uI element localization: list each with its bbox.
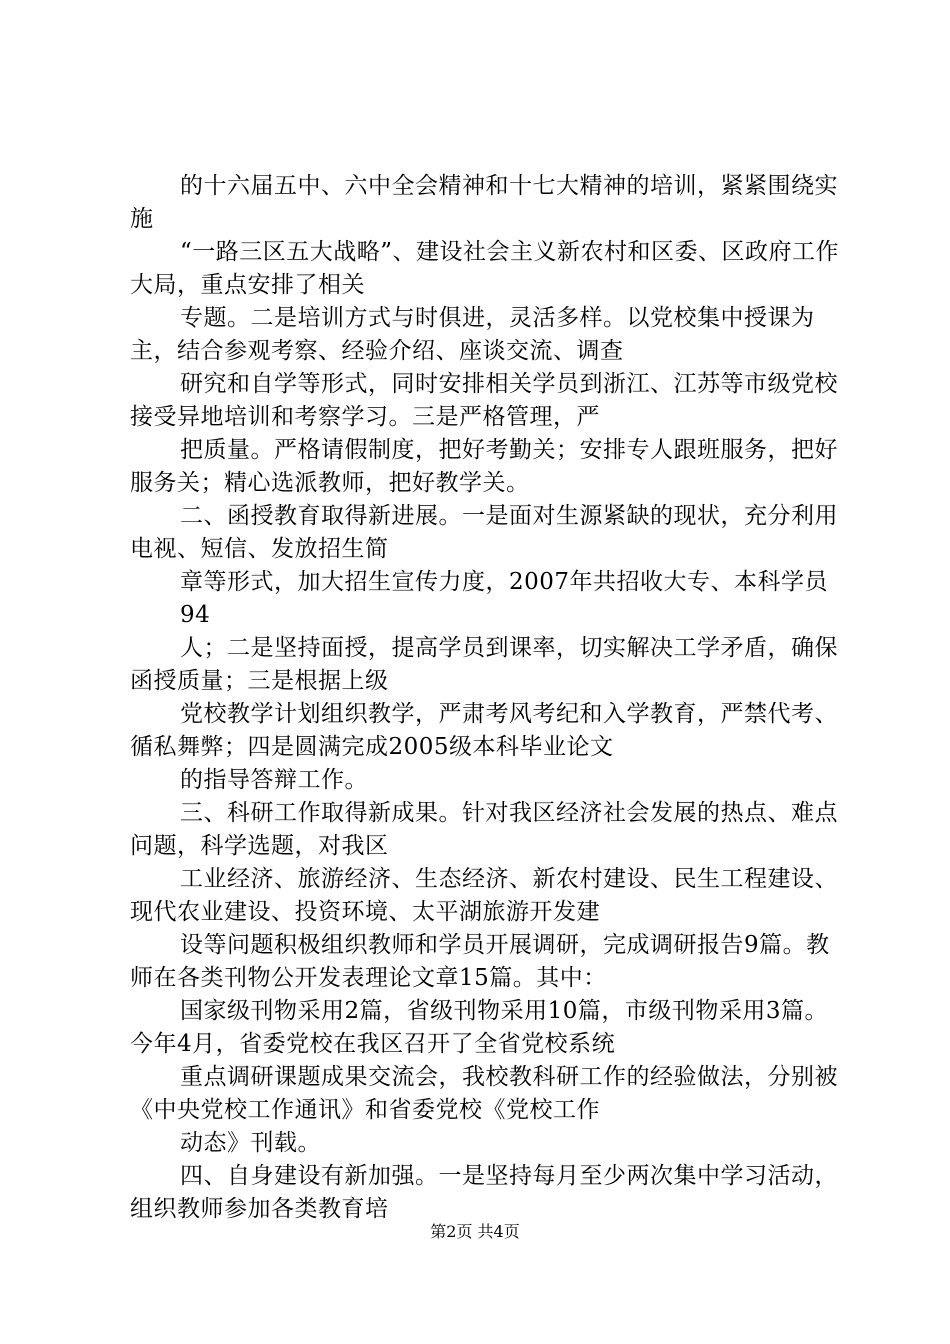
paragraph: 四、自身建设有新加强。一是坚持每月至少两次集中学习活动，组织教师参加各类教育培 [130,1163,838,1222]
paragraph: 的十六届五中、六中全会精神和十七大精神的培训，紧紧围绕实施 [130,173,838,232]
page-footer [0,1222,950,1242]
paragraph: 研究和自学等形式，同时安排相关学员到浙江、江苏等市级党校接受异地培训和考察学习。三是严格管理，严 [130,371,838,430]
paragraph: 把质量。严格请假制度，把好考勤关；安排专人跟班服务，把好服务关；精心选派教师，把好教学关。 [130,437,838,496]
document-body [130,170,850,1226]
page-number: 第2页 共4页 [430,1222,520,1241]
paragraph: “一路三区五大战略”、建设社会主义新农村和区委、区政府工作大局，重点安排了相关 [130,239,840,298]
paragraph: 94 [180,602,211,628]
paragraph: 章等形式，加大招生宣传力度，2007年共招收大专、本科学员 [180,569,829,595]
paragraph: 三、科研工作取得新成果。针对我区经济社会发展的热点、难点问题，科学选题，对我区 [130,800,838,859]
paragraph: 工业经济、旅游经济、生态经济、新农村建设、民生工程建设、现代农业建设、投资环境、太平湖旅游开发建 [130,866,838,925]
paragraph: 重点调研课题成果交流会，我校教科研工作的经验做法，分别被《中央党校工作通讯》和省委党校《党校工作 [130,1064,838,1123]
paragraph: 专题。二是培训方式与时俱进，灵活多样。以党校集中授课为主，结合参观考察、经验介绍、座谈交流、调查 [130,305,815,364]
paragraph: 国家级刊物采用2篇，省级刊物采用10篇，市级刊物采用3篇。今年4月，省委党校在我区召开了全省党校系统 [130,998,829,1057]
paragraph: 二、函授教育取得新进展。一是面对生源紧缺的现状，充分利用电视、短信、发放招生简 [130,503,838,562]
paragraph: 的指导答辩工作。 [180,767,368,793]
paragraph: 党校教学计划组织教学，严肃考风考纪和入学教育，严禁代考、循私舞弊；四是圆满完成2005级本科毕业论文 [130,701,838,760]
paragraph: 动态》刊载。 [180,1130,321,1156]
paragraph: 设等问题积极组织教师和学员开展调研，完成调研报告9篇。教师在各类刊物公开发表理论文章15篇。其中： [130,932,830,991]
paragraph: 人；二是坚持面授，提高学员到课率，切实解决工学矛盾，确保函授质量；三是根据上级 [130,635,838,694]
